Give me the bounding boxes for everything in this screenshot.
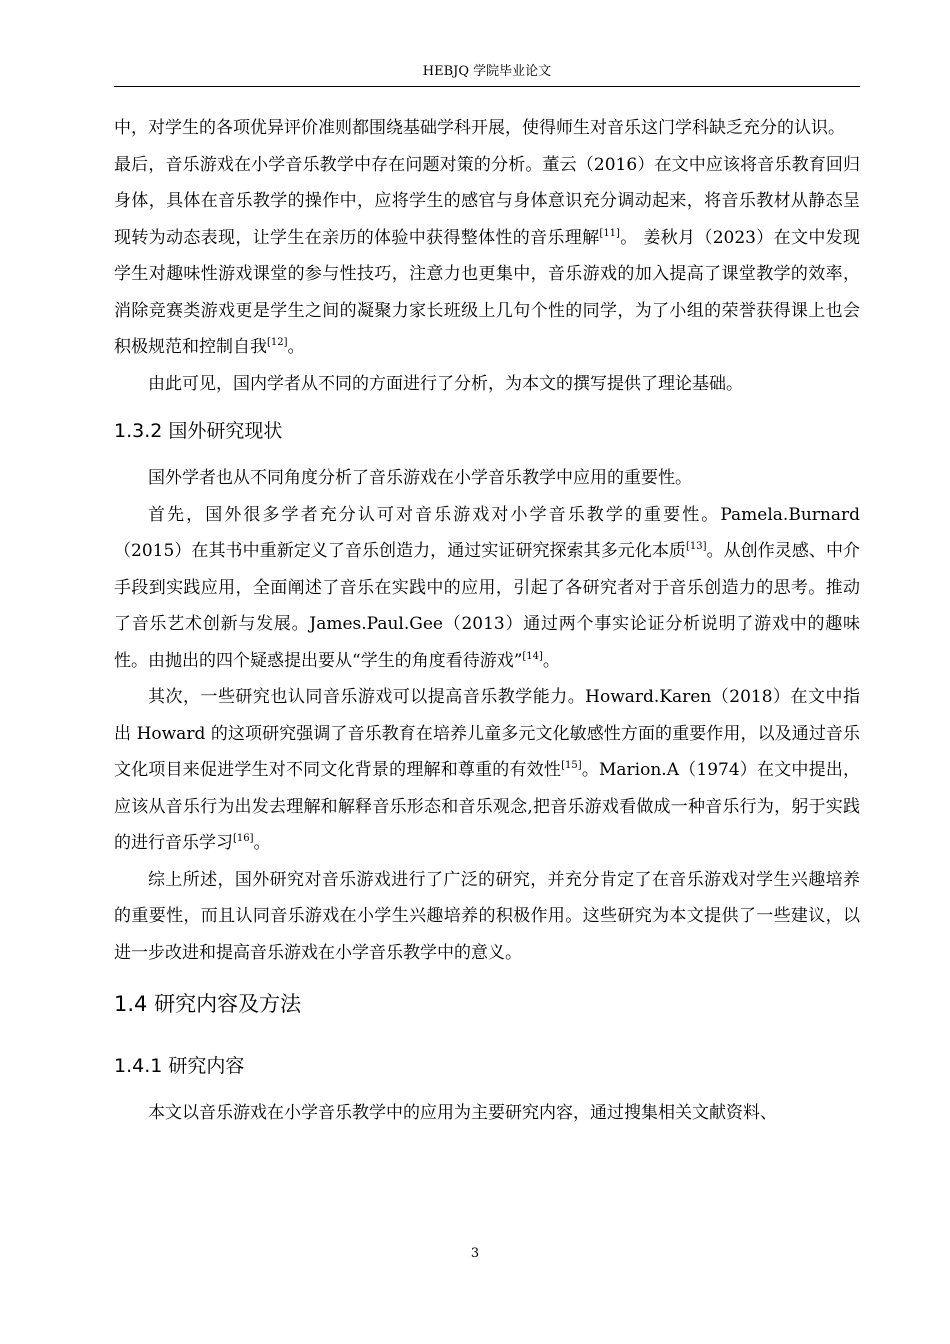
paragraph-text: 。Marion.A（1974）在文中提出，应该从音乐行为出发去理解和解释音乐形态和音乐观念,把音乐游戏看做成一种音乐行为，躬于实践的进行音乐学习 — [114, 760, 861, 853]
section-heading-1-4: 1.4 研究内容及方法 — [114, 992, 302, 1016]
paragraph — [114, 679, 860, 862]
paragraph-text: 。从创作灵感、中介手段到实践应用，全面阐述了音乐在实践中的应用，引起了各研究者对于音乐创造力的思考。推动了音乐艺术创新与发展。James.Paul.Gee（2013）通过两个事实论证分析说明了游戏中的趣味性。由抛出的四个疑惑提出要从“学生的角度看待游戏” — [114, 541, 860, 671]
citation: [14] — [522, 650, 543, 662]
header-title: HEBJQ 学院毕业论文 — [422, 64, 552, 79]
paragraph-text: 。 — [542, 650, 560, 671]
paragraph: 综上所述，国外研究对音乐游戏进行了广泛的研究，并充分肯定了在音乐游戏对学生兴趣培养的重要性，而且认同音乐游戏在小学生兴趣培养的积极作用。这些研究为本文提供了一些建议，以进一步改进和提高音乐游戏在小学音乐教学中的意义。 — [114, 869, 860, 963]
paragraph — [114, 497, 860, 680]
citation: [11] — [599, 227, 620, 239]
paragraph — [114, 147, 860, 366]
paragraph: 由此可见，国内学者从不同的方面进行了分析，为本文的撰写提供了理论基础。 — [148, 373, 743, 394]
paragraph-text: 首先，国外很多学者充分认可对音乐游戏对小学音乐教学的重要性。Pamela.Burnard（2015）在其书中重新定义了音乐创造力，通过实证研究探索其多元化本质 — [114, 504, 860, 561]
paragraph: 中，对学生的各项优异评价准则都围绕基础学科开展，使得师生对音乐这门学科缺乏充分的认识。 — [114, 118, 845, 138]
citation: [13] — [685, 541, 707, 552]
page-body — [114, 110, 860, 1132]
paragraph: 国外学者也从不同角度分析了音乐游戏在小学音乐教学中应用的重要性。 — [148, 468, 692, 488]
paragraph: 本文以音乐游戏在小学音乐教学中的应用为主要研究内容，通过搜集相关文献资料、 — [148, 1103, 777, 1123]
page-number: 3 — [470, 1246, 480, 1261]
paragraph-text: 。 — [287, 337, 305, 357]
paragraph-text: 。 姜秋月（2023）在文中发现学生对趣味性游戏课堂的参与性技巧，注意力也更集中，音乐游戏的加入提高了课堂教学的效率，消除竞赛类游戏更是学生之间的凝聚力家长班级上几句个性的同学，为了小组的荣誉获得课上也会积极规范和控制自我 — [114, 227, 860, 357]
citation: [16] — [233, 833, 254, 844]
citation: [12] — [267, 337, 288, 348]
paragraph-text: 其次，一些研究也认同音乐游戏可以提高音乐教学能力。Howard.Karen（2018）在文中指出 Howard 的这项研究强调了音乐教育在培养儿童多元文化敏感性方面的重要作用，以及通过音乐文化项目来促进学生对不同文化背景的理解和尊重的有效性 — [114, 687, 860, 780]
section-heading-1-3-2: 1.3.2 国外研究现状 — [114, 420, 283, 442]
page-header — [114, 58, 860, 87]
section-heading-1-4-1: 1.4.1 研究内容 — [114, 1055, 245, 1077]
paragraph-text: 。 — [253, 833, 271, 853]
paragraph-text: 最后，音乐游戏在小学音乐教学中存在问题对策的分析。董云（2016）在文中应该将音乐教育回归身体，具体在音乐教学的操作中，应将学生的感官与身体意识充分调动起来，将音乐教材从静态呈现转为动态表现，让学生在亲历的体验中获得整体性的音乐理解 — [114, 154, 860, 248]
citation: [15] — [561, 760, 582, 771]
